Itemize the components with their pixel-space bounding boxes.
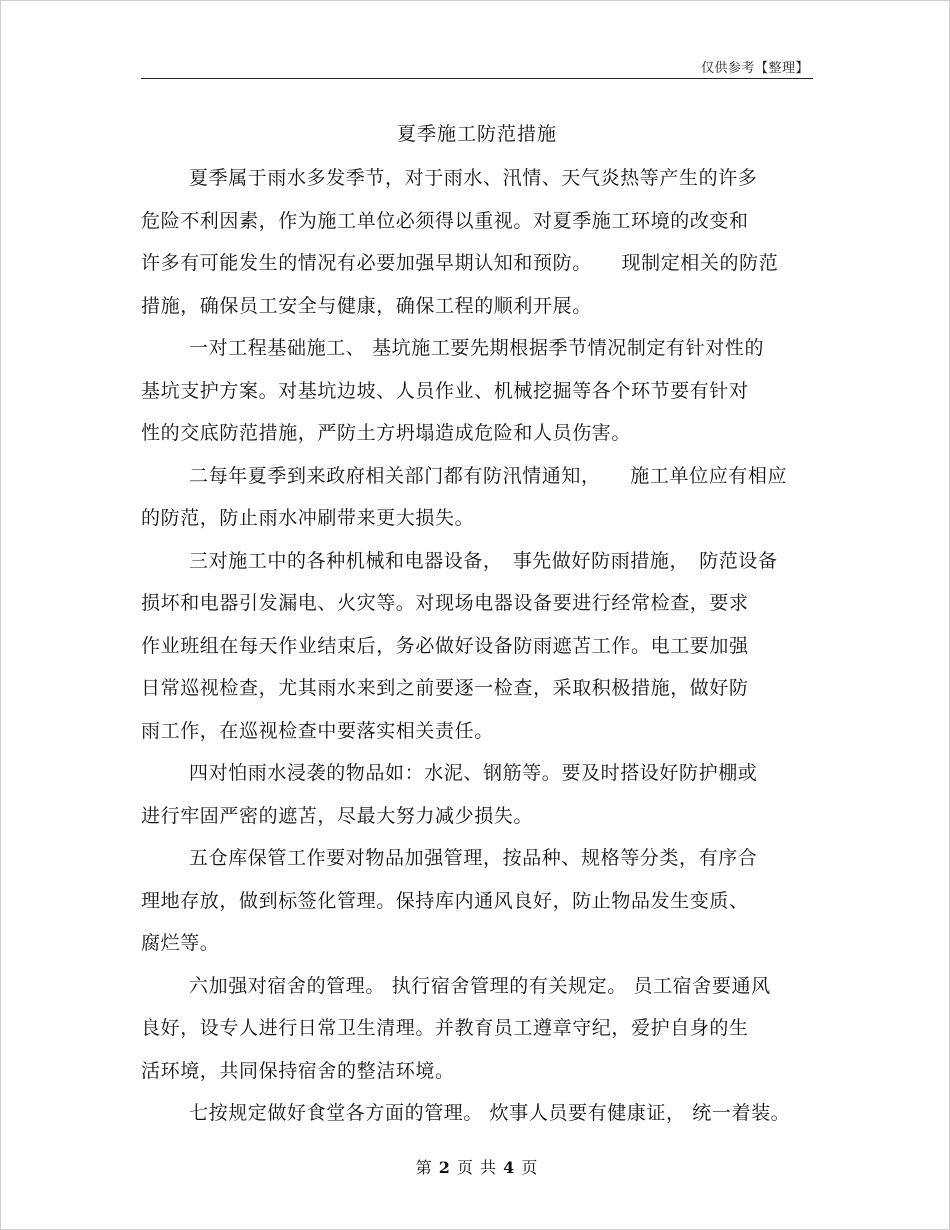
text-line: 危险不利因素，作为施工单位必须得以重视。对夏季施工环境的改变和	[141, 209, 749, 232]
text-line: 三对施工中的各种机械和电器设备， 事先做好防雨措施， 防范设备	[189, 549, 778, 572]
footer-prefix: 第	[415, 1158, 433, 1177]
text-line: 许多有可能发生的情况有必要加强早期认知和预防。 现制定相关的防范	[141, 252, 779, 274]
text-line: 理地存放，做到标签化管理。保持库内通风良好，防止物品发生变质、	[141, 889, 749, 912]
header-rule	[141, 78, 813, 79]
header-note: 仅供参考【整理】	[700, 61, 809, 76]
text-line: 性的交底防范措施，严防土方坍塌造成危险和人员伤害。	[141, 422, 632, 444]
text-line: 活环境，共同保持宿舍的整洁环境。	[141, 1059, 455, 1082]
text-line: 基坑支护方案。对基坑边坡、人员作业、机械挖掘等各个环节要有针对	[141, 379, 749, 402]
document-title: 夏季施工防范措施	[396, 123, 557, 145]
text-line: 二每年夏季到来政府相关部门都有防汛情通知， 施工单位应有相应	[189, 464, 788, 487]
text-line: 措施，确保员工安全与健康，确保工程的顺利开展。	[141, 294, 592, 317]
text-line: 六加强对宿舍的管理。 执行宿舍管理的有关规定。 员工宿舍要通风	[189, 974, 771, 997]
text-line: 的防范，防止雨水冲刷带来更大损失。	[141, 507, 475, 529]
text-line: 四对怕雨水浸袭的物品如：水泥、钢筋等。要及时搭设好防护棚或	[189, 762, 758, 784]
document-body	[141, 157, 813, 1135]
text-line: 日常巡视检查，尤其雨水来到之前要逐一检查，采取积极措施，做好防	[141, 677, 749, 699]
total-page-number: 4	[503, 1158, 516, 1177]
footer-middle: 页 共	[456, 1158, 498, 1177]
text-line: 腐烂等。	[141, 932, 220, 954]
text-line: 夏季属于雨水多发季节，对于雨水、汛情、天气炎热等产生的许多	[189, 167, 758, 189]
page-footer	[141, 1155, 813, 1178]
text-line: 进行牢固严密的遮苫，尽最大努力减少损失。	[141, 804, 534, 827]
text-line: 七按规定做好食堂各方面的管理。 炊事人员要有健康证， 统一着装。	[189, 1102, 791, 1124]
text-line: 良好，设专人进行日常卫生清理。并教育员工遵章守纪，爱护自身的生	[141, 1017, 749, 1039]
text-line: 损坏和电器引发漏电、火灾等。对现场电器设备要进行经常检查，要求	[141, 592, 749, 614]
text-line: 一对工程基础施工、 基坑施工要先期根据季节情况制定有针对性的	[189, 337, 765, 359]
text-line: 雨工作，在巡视检查中要落实相关责任。	[141, 719, 494, 742]
current-page-number: 2	[438, 1158, 451, 1177]
footer-suffix: 页	[521, 1158, 539, 1177]
text-line: 作业班组在每天作业结束后，务必做好设备防雨遮苫工作。电工要加强	[141, 634, 749, 657]
text-line: 五仓库保管工作要对物品加强管理，按品种、规格等分类，有序合	[189, 847, 758, 869]
